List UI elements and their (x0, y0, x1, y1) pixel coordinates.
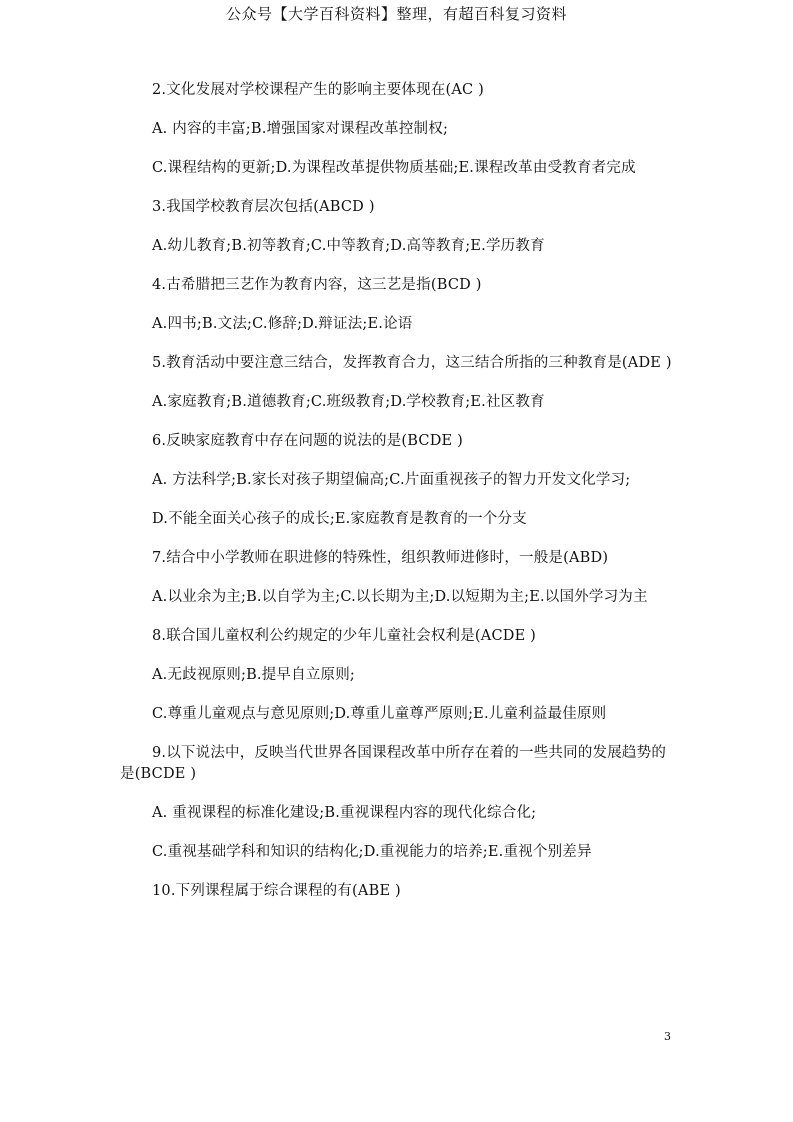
question-2-options-line-2: C.课程结构的更新;D.为课程改革提供物质基础;E.课程改革由受教育者完成 (152, 160, 636, 176)
question-8-options-line-1: A.无歧视原则;B.提早自立原则; (152, 667, 356, 683)
question-7: 7.结合中小学教师在职进修的特殊性，组织教师进修时，一般是(ABD) (152, 550, 609, 566)
document-body (120, 80, 680, 920)
question-7-options: A.以业余为主;B.以自学为主;C.以长期为主;D.以短期为主;E.以国外学习为主 (152, 589, 648, 605)
question-9: 9.以下说法中，反映当代世界各国课程改革中所存在着的一些共同的发展趋势的是(BCDE ) (120, 745, 667, 782)
question-3-options: A.幼儿教育;B.初等教育;C.中等教育;D.高等教育;E.学历教育 (152, 238, 545, 254)
page-header: 公众号【大学百科资料】整理，有超百科复习资料 (225, 5, 567, 23)
question-2: 2.文化发展对学校课程产生的影响主要体现在(AC ) (152, 82, 485, 98)
question-3: 3.我国学校教育层次包括(ABCD ) (152, 199, 375, 215)
page-number: 3 (664, 1030, 671, 1043)
question-4: 4.古希腊把三艺作为教育内容，这三艺是指(BCD ) (152, 277, 482, 293)
question-6-options-line-2: D.不能全面关心孩子的成长;E.家庭教育是教育的一个分支 (152, 511, 527, 527)
question-6-options-line-1: A. 方法科学;B.家长对孩子期望偏高;C.片面重视孩子的智力开发文化学习; (152, 472, 631, 488)
question-8: 8.联合国儿童权利公约规定的少年儿童社会权利是(ACDE ) (152, 628, 537, 644)
question-9-options-line-1: A. 重视课程的标准化建设;B.重视课程内容的现代化综合化; (152, 805, 537, 821)
question-6: 6.反映家庭教育中存在问题的说法的是(BCDE ) (152, 433, 463, 449)
question-4-options: A.四书;B.文法;C.修辞;D.辩证法;E.论语 (152, 316, 413, 332)
question-5-options: A.家庭教育;B.道德教育;C.班级教育;D.学校教育;E.社区教育 (152, 394, 545, 410)
question-9-options-line-2: C.重视基础学科和知识的结构化;D.重视能力的培养;E.重视个别差异 (152, 844, 592, 860)
question-10: 10.下列课程属于综合课程的有(ABE ) (152, 883, 401, 899)
question-8-options-line-2: C.尊重儿童观点与意见原则;D.尊重儿童尊严原则;E.儿童利益最佳原则 (152, 706, 607, 722)
question-5: 5.教育活动中要注意三结合，发挥教育合力，这三结合所指的三种教育是(ADE ) (152, 355, 672, 371)
question-2-options-line-1: A. 内容的丰富;B.增强国家对课程改革控制权; (152, 121, 449, 137)
